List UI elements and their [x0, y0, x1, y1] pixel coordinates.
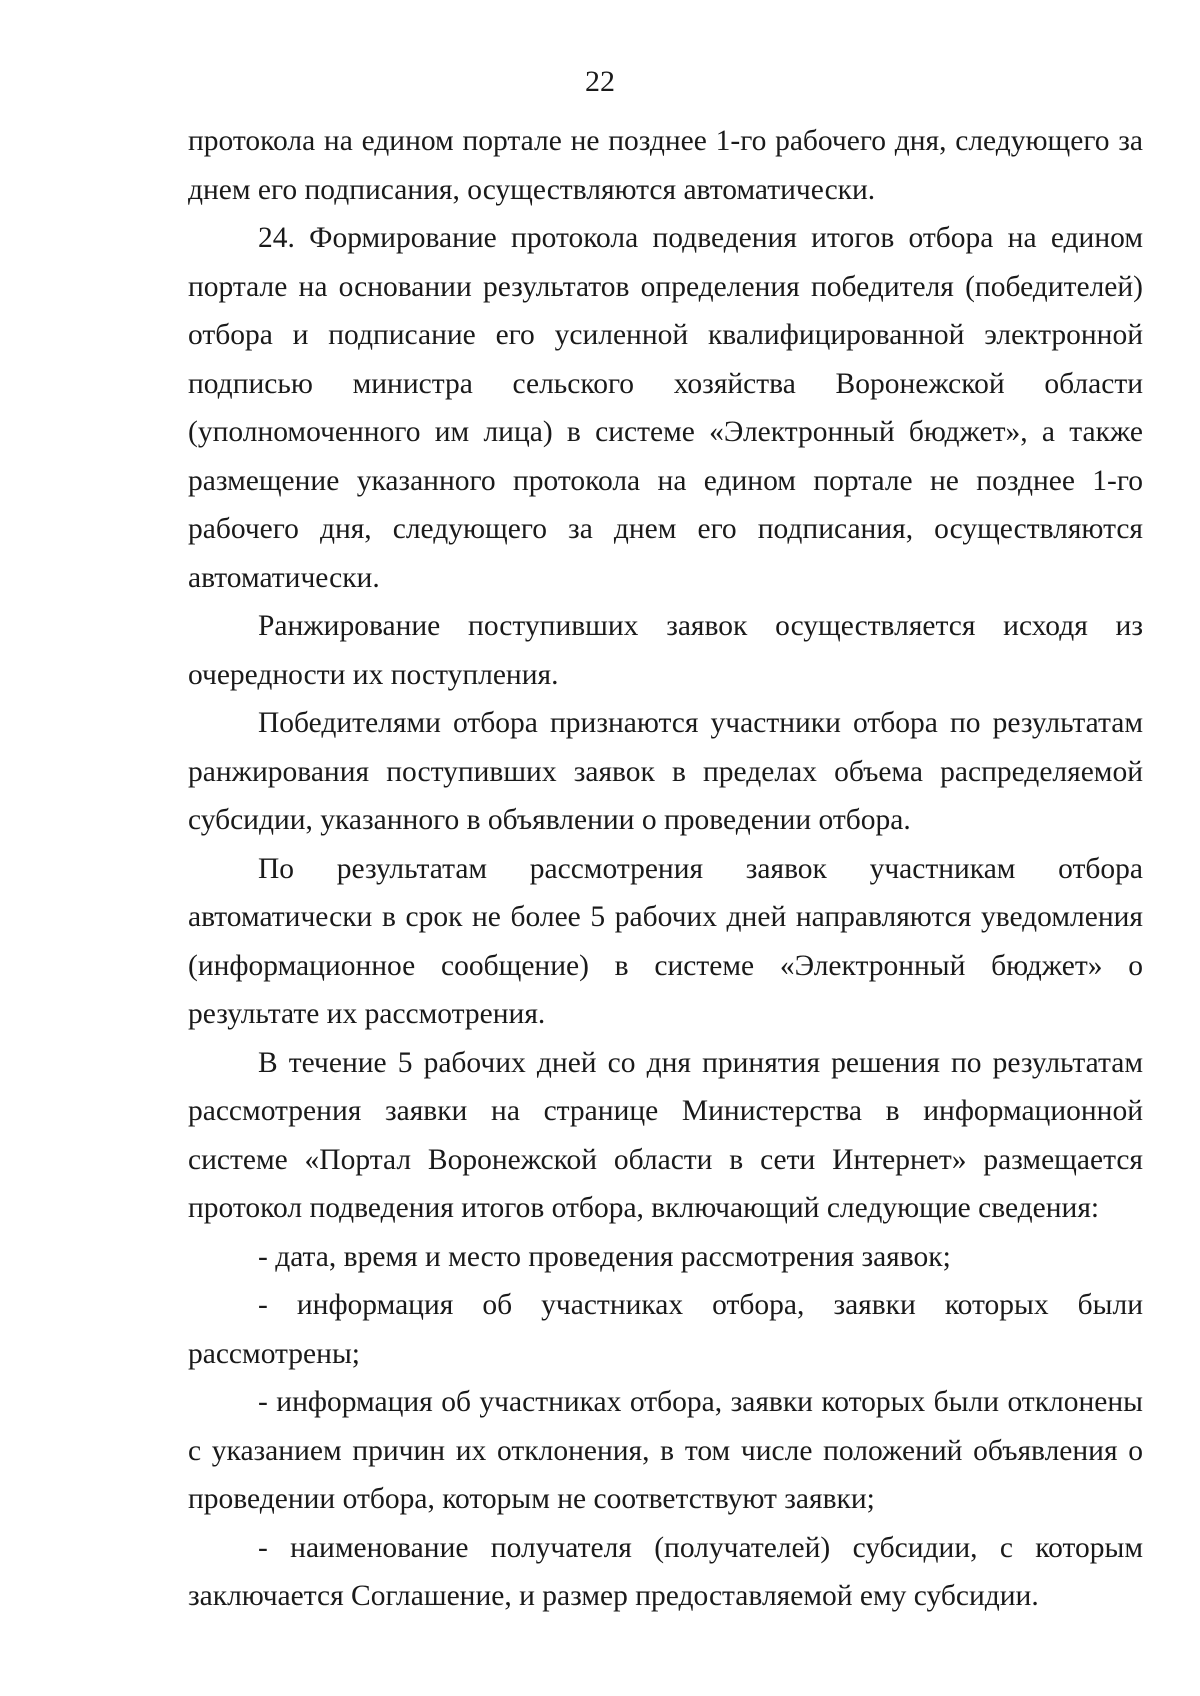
paragraph-protocol-publication: В течение 5 рабочих дней со дня принятия решения по результатам рассмотрения заявки на странице Министерства в информационной системе «Портал Воронежской области в сети Интернет» размещается протокол подведения итогов отбора, включающий следующие сведения:	[188, 1046, 1143, 1224]
document-body	[188, 117, 1143, 1621]
paragraph-ranking: Ранжирование поступивших заявок осуществляется исходя из очередности их поступления.	[188, 610, 1143, 691]
list-item-date-time-place: - дата, время и место проведения рассмотрения заявок;	[258, 1240, 951, 1273]
paragraph-item-24: 24. Формирование протокола подведения итогов отбора на едином портале на основании результатов определения победителя (победителей) отбора и подписание его усиленной квалифицированной электронной подписью министра сельского хозяйства Воронежской области (уполномоченного им лица) в системе «Электронный бюджет», а также размещение указанного протокола на едином портале не позднее 1-го рабочего дня, следующего за днем его подписания, осуществляются автоматически.	[188, 222, 1143, 594]
page-number: 22	[585, 65, 615, 98]
list-item-recipient-name: - наименование получателя (получателей) субсидии, с которым заключается Соглашение, и размер предоставляемой ему субсидии.	[188, 1531, 1143, 1612]
paragraph-continuation: протокола на едином портале не позднее 1-го рабочего дня, следующего за днем его подписания, осуществляются автоматически.	[188, 125, 1143, 206]
paragraph-winners: Победителями отбора признаются участники отбора по результатам ранжирования поступивших заявок в пределах объема распределяемой субсидии, указанного в объявлении о проведении отбора.	[188, 707, 1143, 836]
paragraph-notifications: По результатам рассмотрения заявок участникам отбора автоматически в срок не более 5 рабочих дней направляются уведомления (информационное сообщение) в системе «Электронный бюджет» о результате их рассмотрения.	[188, 852, 1143, 1030]
list-item-rejected-participants: - информация об участниках отбора, заявки которых были отклонены с указанием причин их отклонения, в том числе положений объявления о проведении отбора, которым не соответствуют заявки;	[188, 1386, 1143, 1515]
list-item-reviewed-participants: - информация об участниках отбора, заявки которых были рассмотрены;	[188, 1289, 1143, 1370]
